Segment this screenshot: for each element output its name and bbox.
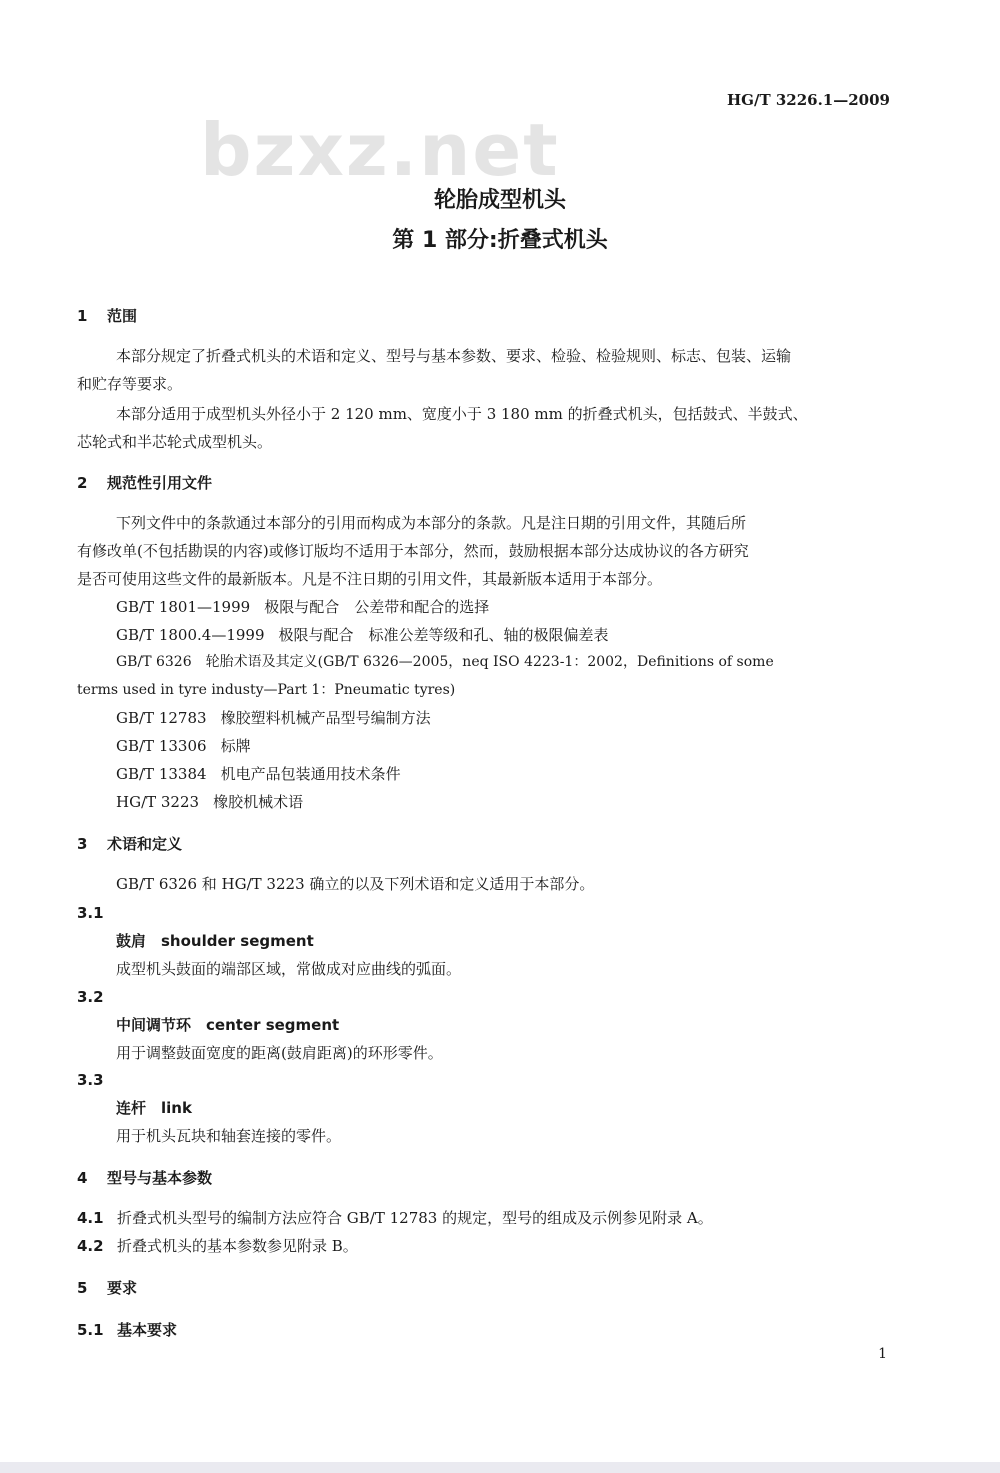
paragraph: GB/T 6326 和 HG/T 3223 确立的以及下列术语和定义适用于本部分。	[116, 875, 595, 893]
term-definition: 用于机头瓦块和轴套连接的零件。	[116, 1127, 342, 1145]
section-2-heading: 2 规范性引用文件	[77, 474, 213, 492]
paragraph: 和贮存等要求。	[77, 375, 183, 393]
clause: 4.1 折叠式机头型号的编制方法应符合 GB/T 12783 的规定，型号的组成及示例参见附录 A。	[77, 1209, 713, 1227]
reference-item: GB/T 13384 机电产品包装通用技术条件	[116, 765, 401, 783]
reference-item: GB/T 13306 标牌	[116, 737, 251, 755]
standard-number: HG/T 3226.1—2009	[726, 91, 890, 109]
subsection-5-1-heading: 5.1 基本要求	[77, 1321, 178, 1339]
paragraph: 下列文件中的条款通过本部分的引用而构成为本部分的条款。凡是注日期的引用文件，其随后所	[116, 514, 747, 532]
reference-item: GB/T 6326 轮胎术语及其定义(GB/T 6326—2005，neq ISO 4223-1：2002，Definitions of some	[116, 654, 774, 670]
reference-item: HG/T 3223 橡胶机械术语	[116, 793, 304, 811]
watermark: bzxz.net	[200, 108, 560, 192]
paragraph: 本部分适用于成型机头外径小于 2 120 mm、宽度小于 3 180 mm 的折叠式机头，包括鼓式、半鼓式、	[116, 405, 808, 423]
paragraph: 是否可使用这些文件的最新版本。凡是不注日期的引用文件，其最新版本适用于本部分。	[77, 570, 663, 588]
reference-item: GB/T 1801—1999 极限与配合 公差带和配合的选择	[116, 598, 490, 616]
term-definition: 成型机头鼓面的端部区域，常做成对应曲线的弧面。	[116, 960, 462, 978]
section-1-heading: 1 范围	[77, 307, 138, 325]
term-definition: 用于调整鼓面宽度的距离(鼓肩距离)的环形零件。	[116, 1044, 443, 1062]
section-3-heading: 3 术语和定义	[77, 835, 183, 853]
reference-item: GB/T 1800.4—1999 极限与配合 标准公差等级和孔、轴的极限偏差表	[116, 626, 609, 644]
paragraph: 本部分规定了折叠式机头的术语和定义、型号与基本参数、要求、检验、检验规则、标志、包装、运输	[116, 347, 792, 365]
clause: 4.2 折叠式机头的基本参数参见附录 B。	[77, 1237, 358, 1255]
page-number: 1	[878, 1346, 887, 1362]
title-line-1: 轮胎成型机头	[433, 188, 566, 213]
term-number: 3.2	[77, 988, 104, 1006]
term-name: 中间调节环 center segment	[116, 1016, 340, 1034]
term-number: 3.1	[77, 904, 104, 922]
term-name: 连杆 link	[116, 1099, 192, 1117]
reference-item: GB/T 12783 橡胶塑料机械产品型号编制方法	[116, 709, 431, 727]
reference-continuation: terms used in tyre industy—Part 1：Pneumatic tyres)	[77, 682, 456, 698]
term-number: 3.3	[77, 1071, 104, 1089]
section-4-heading: 4 型号与基本参数	[77, 1169, 213, 1187]
page-bottom-edge	[0, 1462, 1000, 1473]
paragraph: 有修改单(不包括勘误的内容)或修订版均不适用于本部分，然而，鼓励根据本部分达成协议的各方研究	[77, 542, 749, 560]
title-line-2: 第 1 部分:折叠式机头	[392, 228, 608, 253]
section-5-heading: 5 要求	[77, 1279, 138, 1297]
paragraph: 芯轮式和半芯轮式成型机头。	[77, 433, 273, 451]
term-name: 鼓肩 shoulder segment	[116, 932, 314, 950]
